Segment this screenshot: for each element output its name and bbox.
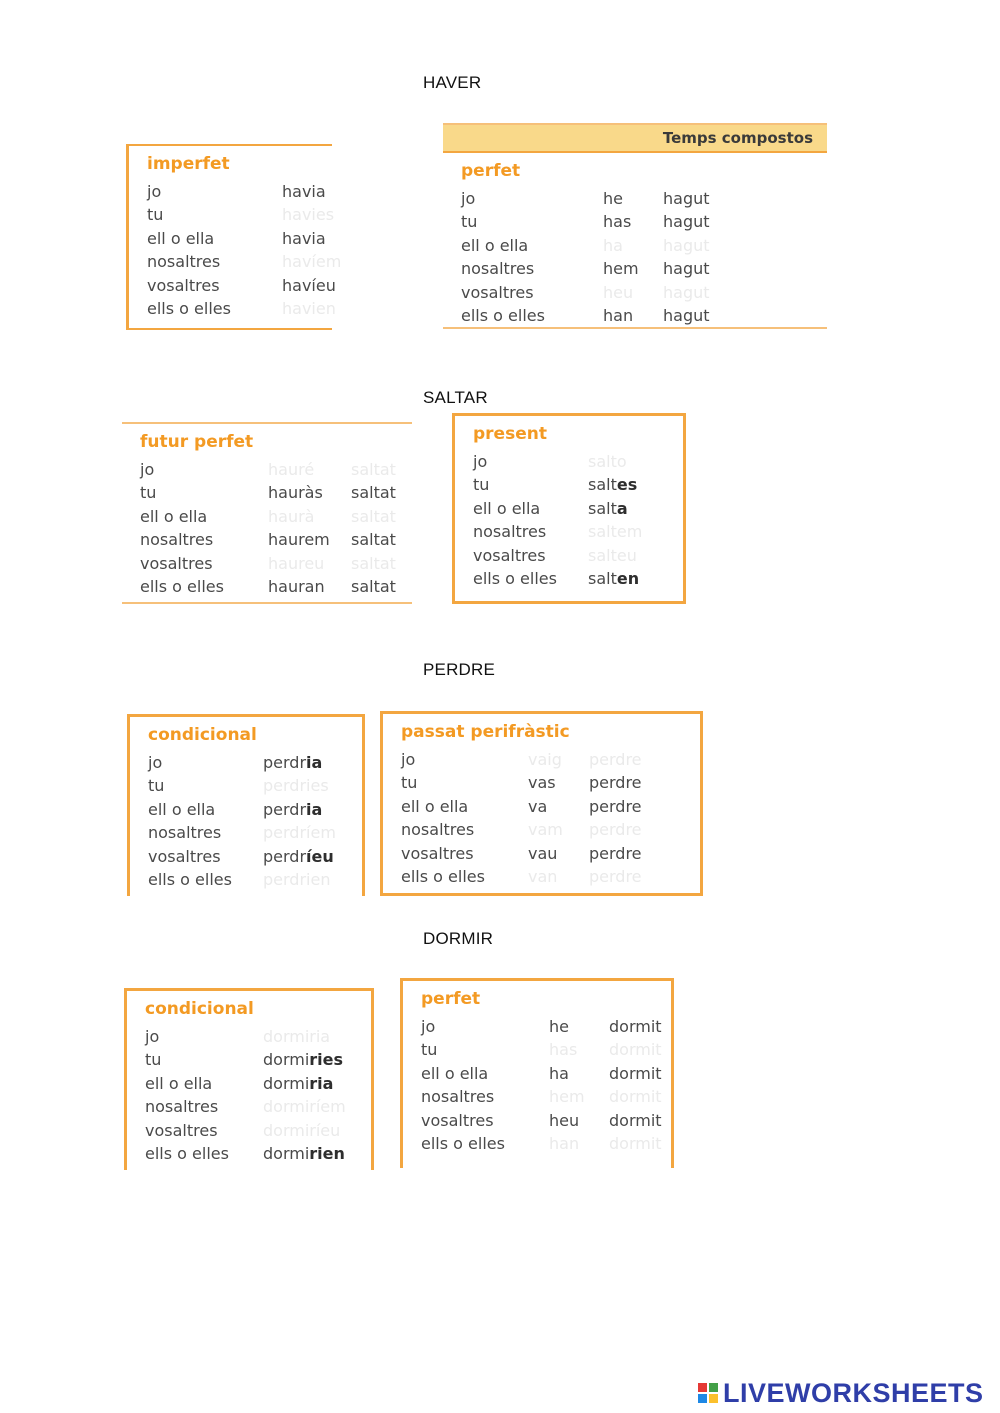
person-label: jo [473, 452, 488, 471]
person-label: nosaltres [473, 522, 547, 542]
person-label: ell o ella [148, 799, 216, 819]
conjugation-row [461, 283, 825, 305]
verb-form: hauràs [268, 483, 323, 503]
conjugation-card [122, 422, 412, 604]
verb-form: han [549, 1134, 580, 1153]
person-label: nosaltres [147, 252, 221, 272]
participle-form: hagut [663, 212, 710, 232]
person-label: vosaltres [140, 553, 213, 573]
person-label: vosaltres [473, 545, 546, 565]
verb-stem: perdr [263, 799, 307, 819]
verb-form: havia [282, 182, 326, 201]
verb-stem: salt [588, 498, 617, 518]
person-label: ells o elles [473, 569, 557, 588]
conjugation-row [147, 229, 330, 251]
verb-form [263, 1074, 333, 1093]
participle-form: hagut [663, 235, 710, 255]
person-label: ells o elles [421, 1134, 505, 1153]
conjugation-row [147, 252, 342, 274]
table-header-label: Temps compostos [662, 129, 813, 147]
verb-title-perdre: PERDRE [423, 660, 496, 679]
person-label: jo [147, 182, 162, 201]
verb-form: haureu [268, 553, 325, 573]
verb-stem: perdr [263, 846, 307, 866]
person-label: nosaltres [145, 1097, 219, 1117]
verb-form: havia [282, 228, 326, 248]
conjugation-row [148, 753, 360, 775]
person-label: ell o ella [140, 506, 208, 526]
person-label: vosaltres [401, 843, 474, 863]
conjugation-row [461, 189, 825, 211]
person-label: jo [145, 1027, 160, 1046]
conjugation-row [401, 867, 698, 889]
verb-form [263, 1050, 343, 1069]
person-label: tu [145, 1050, 162, 1070]
person-label: ells o elles [461, 306, 545, 325]
participle-form: dormit [609, 1040, 662, 1060]
participle-form: perdre [589, 750, 642, 769]
conjugation-row [461, 236, 825, 258]
tense-label: imperfet [147, 154, 230, 174]
verb-form: vam [528, 820, 563, 840]
verb-form: dormiria [263, 1027, 331, 1046]
conjugation-row [145, 1074, 369, 1096]
participle-form: saltat [351, 506, 396, 526]
participle-form: saltat [351, 460, 396, 479]
conjugation-row [148, 823, 360, 845]
conjugation-row [140, 577, 410, 599]
person-label: ell o ella [461, 235, 529, 255]
verb-form: havien [282, 299, 336, 318]
verb-form: van [528, 867, 558, 886]
conjugation-row [401, 773, 698, 795]
participle-form: dormit [609, 1110, 662, 1130]
person-label: nosaltres [421, 1087, 495, 1107]
verb-form: hem [603, 259, 639, 279]
participle-form: perdre [589, 796, 642, 816]
verb-ending: rien [309, 1144, 345, 1163]
participle-form: saltat [351, 577, 396, 596]
person-label: ell o ella [145, 1073, 213, 1093]
logo-square [709, 1383, 718, 1392]
conjugation-card [452, 413, 686, 604]
participle-form: dormit [609, 1017, 662, 1036]
verb-stem: salt [588, 475, 617, 495]
verb-ending: es [616, 475, 638, 495]
tense-label: passat perifràstic [401, 722, 570, 742]
tense-label: perfet [421, 989, 481, 1009]
verb-form: va [528, 796, 548, 816]
participle-form: saltat [351, 483, 396, 503]
verb-stem: dormi [263, 1144, 310, 1163]
conjugation-row [401, 844, 698, 866]
verb-form: hauran [268, 577, 325, 596]
person-label: ells o elles [401, 867, 485, 886]
person-label: jo [421, 1017, 436, 1036]
participle-form: perdre [589, 773, 642, 793]
conjugation-card [126, 144, 342, 330]
verb-stem: salt [588, 569, 617, 588]
verb-ending: en [616, 569, 640, 588]
conjugation-row [145, 1144, 369, 1166]
verb-form: hauré [268, 460, 315, 479]
conjugation-row [147, 205, 335, 227]
person-label: ell o ella [401, 796, 469, 816]
conjugation-card [400, 978, 674, 1168]
person-label: tu [147, 205, 164, 225]
person-label: nosaltres [401, 820, 475, 840]
conjugation-row [421, 1064, 669, 1086]
verb-form: haurà [268, 506, 315, 526]
verb-form: han [603, 306, 634, 325]
person-label: ell o ella [421, 1063, 489, 1083]
verb-form: havíem [282, 252, 342, 272]
participle-form: dormit [609, 1134, 662, 1153]
verb-ending: ria [309, 1073, 334, 1093]
verb-form: salto [588, 452, 627, 471]
conjugation-row [145, 1050, 369, 1072]
person-label: nosaltres [148, 823, 222, 843]
verb-form: havíeu [282, 275, 336, 295]
verb-form [263, 753, 322, 772]
participle-form: hagut [663, 282, 710, 302]
verb-title-haver: HAVER [423, 73, 482, 92]
participle-form: saltat [351, 553, 396, 573]
verb-form: havies [282, 205, 335, 225]
verb-form: perdries [263, 776, 329, 796]
verb-ending: ia [306, 753, 323, 772]
conjugation-row [148, 800, 360, 822]
logo-square [698, 1383, 707, 1392]
verb-form: ha [549, 1063, 569, 1083]
conjugation-row [140, 554, 410, 576]
liveworksheets-logo [698, 1378, 984, 1408]
verb-form [588, 569, 639, 588]
verb-form [263, 847, 334, 866]
conjugation-row [401, 797, 698, 819]
participle-form: hagut [663, 259, 710, 279]
verb-form: has [549, 1040, 578, 1060]
participle-form: dormit [609, 1087, 662, 1107]
verb-form [588, 499, 628, 518]
logo-text: LIVEWORKSHEETS [723, 1377, 984, 1408]
person-label: tu [401, 773, 418, 793]
participle-form: hagut [663, 306, 710, 325]
person-label: jo [401, 750, 416, 769]
logo-grid-icon [698, 1383, 718, 1403]
verb-form: he [549, 1017, 569, 1036]
table-header-band [443, 125, 827, 153]
participle-form: perdre [589, 820, 642, 840]
verb-ending: a [616, 498, 628, 518]
verb-stem: dormi [263, 1050, 310, 1070]
person-label: tu [148, 776, 165, 796]
person-label: ells o elles [147, 299, 231, 318]
conjugation-row [401, 820, 698, 842]
conjugation-row [473, 522, 681, 544]
person-label: tu [421, 1040, 438, 1060]
person-label: ell o ella [473, 498, 541, 518]
person-label: jo [461, 189, 476, 208]
conjugation-row [148, 847, 360, 869]
conjugation-row [145, 1097, 369, 1119]
verb-form: perdrien [263, 870, 331, 889]
person-label: jo [148, 753, 163, 772]
logo-square [698, 1394, 707, 1403]
person-label: ells o elles [140, 577, 224, 596]
person-label: vosaltres [147, 275, 220, 295]
verb-form: salteu [588, 545, 637, 565]
verb-form: vaig [528, 750, 562, 769]
conjugation-row [461, 212, 825, 234]
conjugation-row [147, 299, 336, 321]
person-label: vosaltres [148, 846, 221, 866]
person-label: jo [140, 460, 155, 479]
conjugation-row [145, 1121, 369, 1143]
verb-title-saltar: SALTAR [423, 388, 488, 407]
verb-form: hem [549, 1087, 585, 1107]
conjugation-row [473, 452, 681, 474]
conjugation-row [421, 1040, 669, 1062]
verb-form: heu [549, 1110, 580, 1130]
conjugation-row [148, 776, 360, 798]
conjugation-card [124, 988, 374, 1170]
verb-stem: dormi [263, 1073, 310, 1093]
verb-form: he [603, 189, 623, 208]
participle-form: saltat [351, 530, 396, 550]
participle-form: dormit [609, 1063, 662, 1083]
verb-form: ha [603, 235, 623, 255]
verb-ending: íeu [306, 846, 334, 866]
verb-form [263, 1144, 345, 1163]
tense-label: condicional [145, 999, 254, 1019]
verb-stem: perdr [263, 753, 307, 772]
tense-label: present [473, 424, 547, 444]
verb-ending: ia [306, 799, 323, 819]
conjugation-card [443, 123, 827, 329]
verb-ending: ries [309, 1050, 344, 1070]
verb-form: vas [528, 773, 556, 793]
conjugation-row [461, 306, 825, 328]
conjugation-row [473, 475, 681, 497]
verb-title-dormir: DORMIR [423, 929, 494, 948]
conjugation-row [148, 870, 360, 892]
verb-form: vau [528, 843, 558, 863]
conjugation-row [473, 546, 681, 568]
conjugation-card [380, 711, 703, 896]
tense-label: perfet [461, 161, 521, 181]
person-label: nosaltres [461, 259, 535, 279]
verb-form [588, 475, 637, 494]
person-label: tu [473, 475, 490, 495]
conjugation-row [147, 275, 336, 298]
verb-form: perdríem [263, 823, 336, 843]
person-label: vosaltres [461, 282, 534, 302]
conjugation-row [140, 483, 410, 505]
person-label: ell o ella [147, 228, 215, 248]
conjugation-row [401, 750, 698, 772]
conjugation-row [473, 569, 681, 591]
conjugation-row [421, 1134, 669, 1156]
conjugation-row [145, 1027, 369, 1049]
person-label: nosaltres [140, 530, 214, 550]
conjugation-row [421, 1087, 669, 1109]
person-label: vosaltres [145, 1120, 218, 1140]
tense-label: condicional [148, 725, 257, 745]
verb-form: saltem [588, 522, 643, 542]
conjugation-row [421, 1017, 669, 1039]
conjugation-row [147, 182, 330, 204]
verb-form [263, 800, 322, 819]
verb-form: dormiríeu [263, 1120, 341, 1140]
verb-form: dormiríem [263, 1097, 346, 1117]
participle-form: perdre [589, 867, 642, 886]
conjugation-row [461, 259, 825, 281]
conjugation-row [140, 507, 410, 529]
tense-label: futur perfet [140, 432, 254, 452]
conjugation-row [140, 460, 410, 482]
logo-square [709, 1394, 718, 1403]
verb-form: has [603, 212, 632, 232]
verb-form: haurem [268, 530, 330, 550]
person-label: tu [461, 212, 478, 232]
conjugation-row [140, 530, 410, 552]
person-label: ells o elles [148, 870, 232, 889]
conjugation-row [473, 499, 681, 521]
participle-form: perdre [589, 843, 642, 863]
verb-form: heu [603, 282, 634, 302]
person-label: vosaltres [421, 1110, 494, 1130]
person-label: ells o elles [145, 1144, 229, 1163]
person-label: tu [140, 483, 157, 503]
conjugation-card [127, 714, 365, 896]
conjugation-row [421, 1111, 669, 1133]
participle-form: hagut [663, 189, 710, 208]
